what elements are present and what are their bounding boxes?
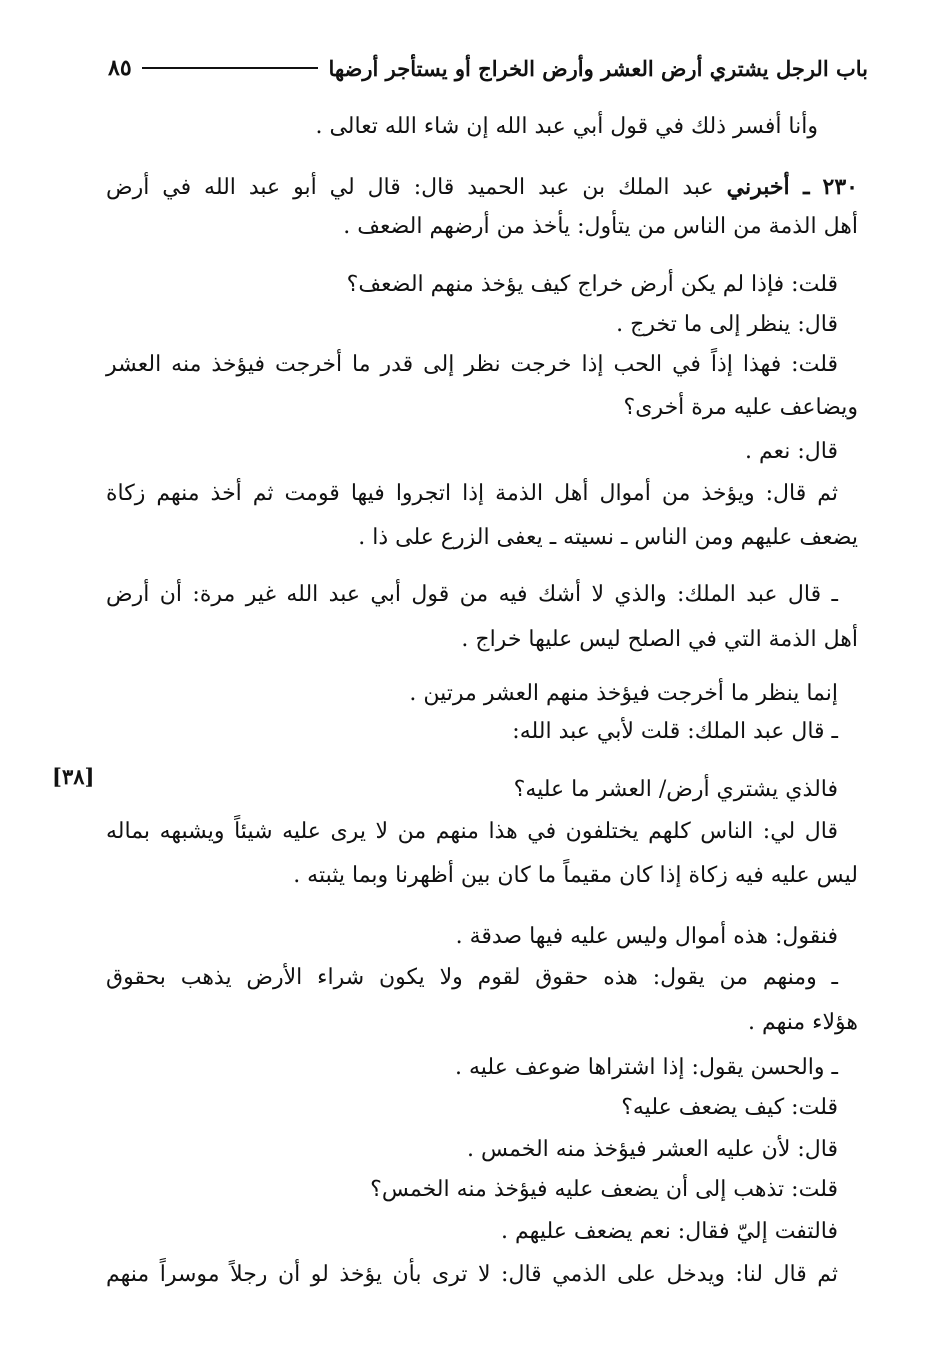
text-line: قال: نعم . [745,439,838,464]
page-number: ٨٥ [108,55,132,81]
entry-number: ٢٣٠ [822,174,858,200]
margin-page-marker: [٣٨] [52,764,95,789]
text-line: فالذي يشتري أرض/ العشر ما عليه؟ [513,777,838,802]
text-line: ـ قال عبد الملك: قلت لأبي عبد الله: [512,719,838,744]
text-line: قلت: فإذا لم يكن أرض خراج كيف يؤخذ منهم الضعف؟ [346,272,838,297]
header-rule [142,67,319,69]
text-line: ثم قال: ويؤخذ من أموال أهل الذمة إذا اتجروا فيها قومت ثم أخذ منهم زكاة [106,481,838,506]
text-line: ثم قال لنا: ويدخل على الذمي قال: لا ترى بأن يؤخذ لو أن رجلاً موسراً منهم [106,1262,838,1287]
text-line: ليس عليه فيه زكاة إذا كان مقيماً ما كان بين أظهرنا وبما يثبته . [293,863,858,888]
text-line: يضعف عليهم ومن الناس ـ نسيته ـ يعفى الزرع على ذا . [358,525,858,550]
text-line-entry-230 [106,167,858,208]
text-line: ـ ومنهم من يقول: هذه حقوق لقوم ولا يكون شراء الأرض يذهب بحقوق [106,965,838,990]
text-line: أهل الذمة من الناس من يتأول: يأخذ من أرضهم الضعف . [343,214,858,239]
text-line: أهل الذمة التي في الصلح ليس عليها خراج . [461,627,858,652]
text-line: ـ والحسن يقول: إذا اشتراها ضوعف عليه . [455,1055,838,1080]
text-line: قلت: فهذا إذاً في الحب إذا خرجت نظر إلى قدر ما أخرجت فيؤخذ منه العشر [106,352,838,377]
entry-lead: ـ أخبرني [726,174,810,200]
text-line: قلت: تذهب إلى أن يضعف عليه فيؤخذ منه الخمس؟ [370,1177,838,1202]
text-line: هؤلاء منهم . [747,1010,858,1035]
text-line: فالتفت إليّ فقال: نعم يضعف عليهم . [501,1219,838,1244]
running-header [108,48,868,88]
text-line: ـ قال عبد الملك: والذي لا أشك فيه من قول أبي عبد الله غير مرة: أن أرض [106,582,838,607]
chapter-title: باب الرجل يشتري أرض العشر وأرض الخراج أو يستأجر أرضها [328,55,868,81]
text-line: وأنا أفسر ذلك في قول أبي عبد الله إن شاء الله تعالى . [315,114,818,139]
text-line: قال: ينظر إلى ما تخرج . [616,312,838,337]
entry-text: عبد الملك بن عبد الحميد قال: قال لي أبو عبد الله في أرض [106,175,714,200]
text-line: قال: لأن عليه العشر فيؤخذ منه الخمس . [467,1137,838,1162]
text-line: فنقول: هذه أموال وليس عليه فيها صدقة . [455,924,838,949]
text-line: ويضاعف عليه مرة أخرى؟ [623,395,858,420]
text-line: قلت: كيف يضعف عليه؟ [621,1095,838,1120]
text-line: قال لي: الناس كلهم يختلفون في هذا منهم من لا يرى عليه شيئاً ويشبهه بماله [106,819,838,844]
text-line: إنما ينظر ما أخرجت فيؤخذ منهم العشر مرتين . [409,681,838,706]
